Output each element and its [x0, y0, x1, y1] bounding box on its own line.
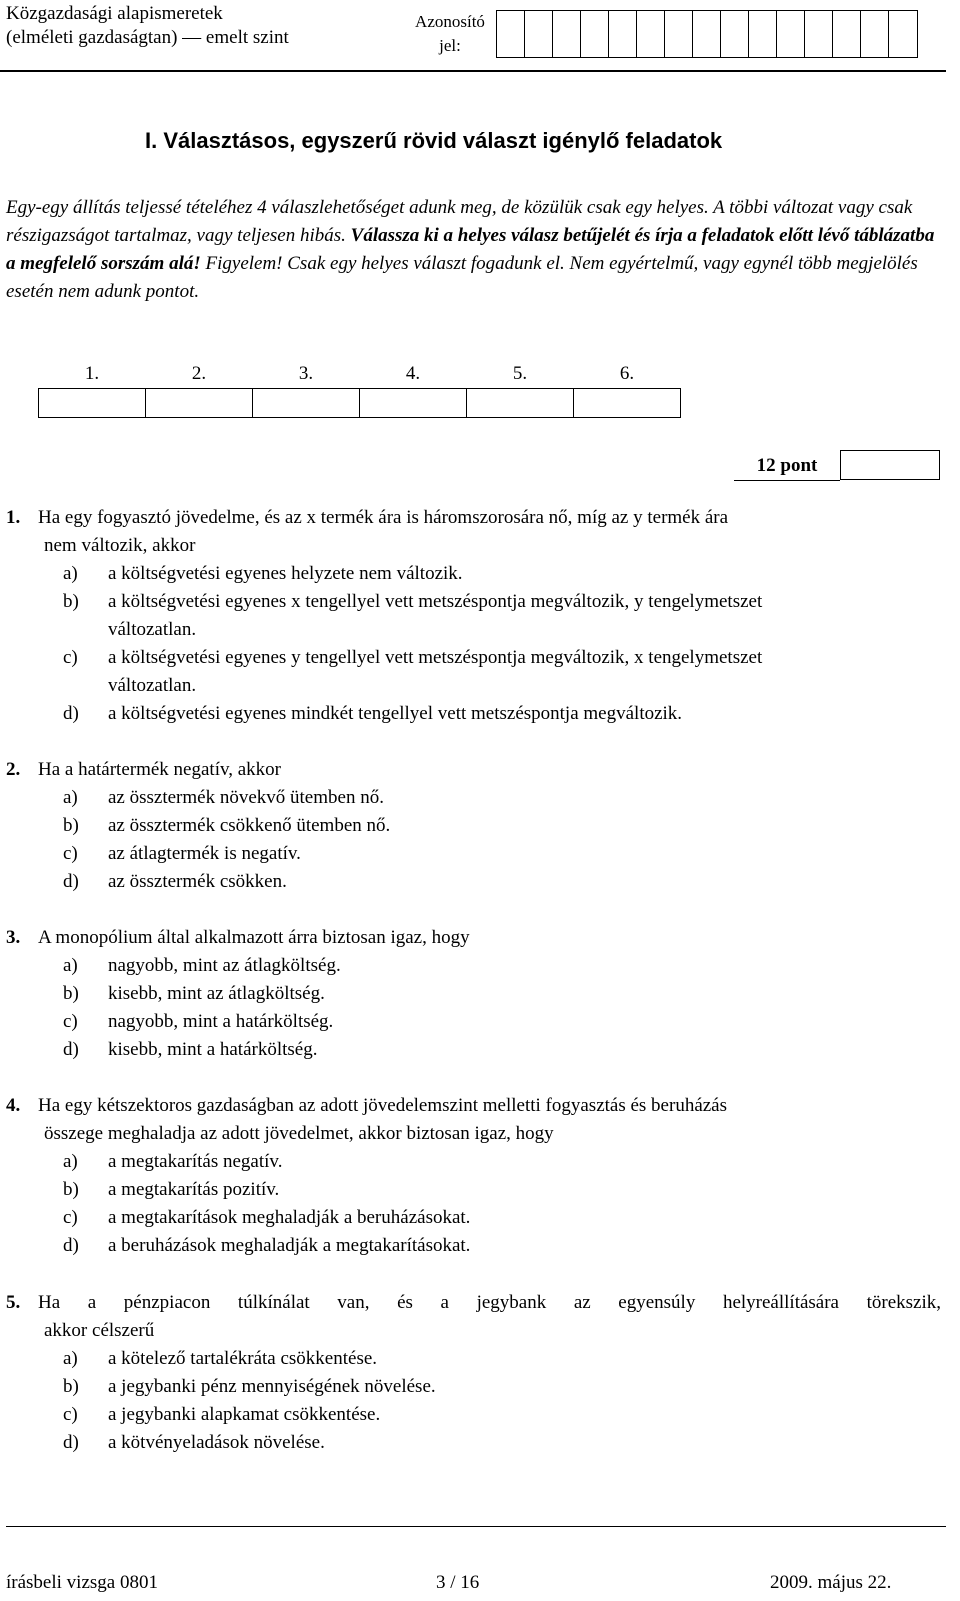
id-box[interactable] — [637, 11, 665, 57]
option-b — [6, 812, 941, 840]
question-4 — [6, 1092, 941, 1260]
answer-cell[interactable] — [39, 389, 146, 418]
subject-line-1: Közgazdasági alapismeretek — [6, 3, 223, 24]
option-letter: c) — [63, 843, 78, 864]
option-letter: a) — [63, 1151, 78, 1172]
option-c — [6, 1008, 941, 1036]
option-letter: a) — [63, 1348, 78, 1369]
answer-header: 3. — [253, 360, 360, 389]
id-box[interactable] — [581, 11, 609, 57]
question-stem: Ha a pénzpiacon túlkínálat van, és a jegybank az egyensúly helyreállítására törekszik, — [38, 1292, 941, 1313]
option-d — [6, 1232, 941, 1260]
option-letter: c) — [63, 1404, 78, 1425]
footer-exam-code: írásbeli vizsga 0801 — [6, 1572, 158, 1593]
option-text: a költségvetési egyenes helyzete nem változik. — [108, 563, 463, 584]
question-number: 4. — [6, 1095, 21, 1116]
id-box[interactable] — [749, 11, 777, 57]
id-box[interactable] — [497, 11, 525, 57]
id-label-line-1: Azonosító — [415, 12, 485, 31]
answer-header: 4. — [360, 360, 467, 389]
option-text: a megtakarítás pozitív. — [108, 1179, 280, 1200]
option-a — [6, 1345, 941, 1373]
option-letter: a) — [63, 563, 78, 584]
id-box[interactable] — [693, 11, 721, 57]
question-number: 2. — [6, 759, 21, 780]
section-title: I. Választásos, egyszerű rövid választ igénylő feladatok — [145, 128, 723, 153]
instructions-part-3: Figyelem! Csak egy helyes választ fogadunk el. Nem egyértelmű, vagy egynél több megjelölés esetén nem adunk pontot. — [6, 253, 918, 302]
option-letter: b) — [63, 1376, 79, 1397]
option-text: a beruházások meghaladják a megtakarításokat. — [108, 1235, 471, 1256]
footer-divider — [6, 1526, 946, 1527]
option-text: a megtakarítás negatív. — [108, 1151, 283, 1172]
option-letter: b) — [63, 983, 79, 1004]
option-a — [6, 1148, 941, 1176]
option-d — [6, 868, 941, 896]
id-box[interactable] — [889, 11, 917, 57]
points-box[interactable] — [840, 450, 940, 480]
option-b — [6, 1373, 941, 1401]
id-boxes — [496, 10, 918, 58]
footer-date: 2009. május 22. — [770, 1572, 892, 1593]
question-number: 5. — [6, 1292, 21, 1313]
option-text: az átlagtermék is negatív. — [108, 843, 301, 864]
option-a — [6, 784, 941, 812]
question-stem: Ha a határtermék negatív, akkor — [38, 759, 282, 780]
option-letter: a) — [63, 787, 78, 808]
option-text: a kötvényeladások növelése. — [108, 1432, 325, 1453]
option-text: az össztermék növekvő ütemben nő. — [108, 787, 384, 808]
option-c — [6, 644, 941, 700]
answer-cell[interactable] — [360, 389, 467, 418]
option-text: a kötelező tartalékráta csökkentése. — [108, 1348, 378, 1369]
question-stem-cont: nem változik, akkor — [44, 535, 196, 556]
option-b — [6, 980, 941, 1008]
option-c — [6, 840, 941, 868]
option-letter: c) — [63, 1207, 78, 1228]
footer-page-number: 3 / 16 — [436, 1572, 480, 1593]
page-header-subject — [6, 2, 289, 50]
option-text: kisebb, mint az átlagköltség. — [108, 983, 325, 1004]
id-box[interactable] — [525, 11, 553, 57]
instructions — [6, 194, 941, 306]
question-stem-cont: összege meghaladja az adott jövedelmet, akkor biztosan igaz, hogy — [44, 1123, 554, 1144]
points-field — [734, 450, 940, 481]
answer-header: 2. — [146, 360, 253, 389]
id-box[interactable] — [609, 11, 637, 57]
option-text: a költségvetési egyenes x tengellyel vett metszéspontja megváltozik, y tengelymetszet változatlan. — [108, 591, 763, 640]
answer-cell[interactable] — [253, 389, 360, 418]
answer-header: 6. — [574, 360, 681, 389]
question-number: 3. — [6, 927, 21, 948]
option-text: nagyobb, mint az átlagköltség. — [108, 955, 341, 976]
option-letter: d) — [63, 1432, 79, 1453]
question-2 — [6, 756, 941, 896]
points-label: 12 pont — [734, 450, 840, 481]
option-text: a jegybanki pénz mennyiségének növelése. — [108, 1376, 436, 1397]
option-letter: d) — [63, 1235, 79, 1256]
answer-header: 5. — [467, 360, 574, 389]
option-a — [6, 952, 941, 980]
answer-cell[interactable] — [146, 389, 253, 418]
option-text: a jegybanki alapkamat csökkentése. — [108, 1404, 381, 1425]
option-b — [6, 1176, 941, 1204]
id-box[interactable] — [665, 11, 693, 57]
id-label — [410, 10, 490, 58]
question-stem: Ha egy fogyasztó jövedelme, és az x termék ára is háromszorosára nő, míg az y termék ára — [38, 507, 729, 528]
question-number: 1. — [6, 507, 21, 528]
option-d — [6, 1036, 941, 1064]
subject-line-2: (elméleti gazdaságtan) — emelt szint — [6, 27, 289, 48]
option-text: a költségvetési egyenes y tengellyel vett metszéspontja megváltozik, x tengelymetszet változatlan. — [108, 647, 763, 696]
id-box[interactable] — [805, 11, 833, 57]
option-letter: c) — [63, 1011, 78, 1032]
answer-cell[interactable] — [574, 389, 681, 418]
option-text: kisebb, mint a határköltség. — [108, 1039, 318, 1060]
id-label-line-2: jel: — [439, 36, 461, 55]
question-stem: A monopólium által alkalmazott árra biztosan igaz, hogy — [38, 927, 470, 948]
answer-header: 1. — [39, 360, 146, 389]
id-box[interactable] — [777, 11, 805, 57]
id-box[interactable] — [861, 11, 889, 57]
option-b — [6, 588, 941, 644]
id-box[interactable] — [833, 11, 861, 57]
option-letter: a) — [63, 955, 78, 976]
option-text: a megtakarítások meghaladják a beruházásokat. — [108, 1207, 471, 1228]
answer-cell[interactable] — [467, 389, 574, 418]
question-3 — [6, 924, 941, 1064]
question-stem: Ha egy kétszektoros gazdaságban az adott jövedelemszint melletti fogyasztás és beruházás — [38, 1095, 728, 1116]
option-letter: c) — [63, 647, 78, 668]
question-1 — [6, 504, 941, 728]
question-stem-cont: akkor célszerű — [44, 1320, 155, 1341]
option-a — [6, 560, 941, 588]
option-letter: d) — [63, 871, 79, 892]
option-d — [6, 1429, 941, 1457]
option-letter: b) — [63, 815, 79, 836]
option-letter: b) — [63, 591, 79, 612]
option-letter: d) — [63, 1039, 79, 1060]
question-5 — [6, 1289, 941, 1457]
option-d — [6, 700, 941, 728]
option-letter: b) — [63, 1179, 79, 1200]
id-box[interactable] — [721, 11, 749, 57]
option-text: az össztermék csökkenő ütemben nő. — [108, 815, 391, 836]
option-text: nagyobb, mint a határköltség. — [108, 1011, 334, 1032]
header-divider — [0, 70, 946, 72]
answer-table — [38, 360, 681, 418]
option-letter: d) — [63, 703, 79, 724]
instructions-part-1: Egy-egy állítás teljessé tételéhez 4 válaszlehetőséget adunk meg, de közülük csak egy helyes. A többi változat vagy csak részigazságot tartalmaz, vagy teljesen hibás. — [6, 197, 913, 246]
option-c — [6, 1401, 941, 1429]
option-c — [6, 1204, 941, 1232]
instructions-bold: Válassza ki a helyes válasz betűjelét és írja a feladatok előtt lévő táblázatba a megfelelő sorszám alá! — [6, 225, 935, 274]
option-text: az össztermék csökken. — [108, 871, 287, 892]
id-box[interactable] — [553, 11, 581, 57]
option-text: a költségvetési egyenes mindkét tengellyel vett metszéspontja megváltozik. — [108, 703, 683, 724]
